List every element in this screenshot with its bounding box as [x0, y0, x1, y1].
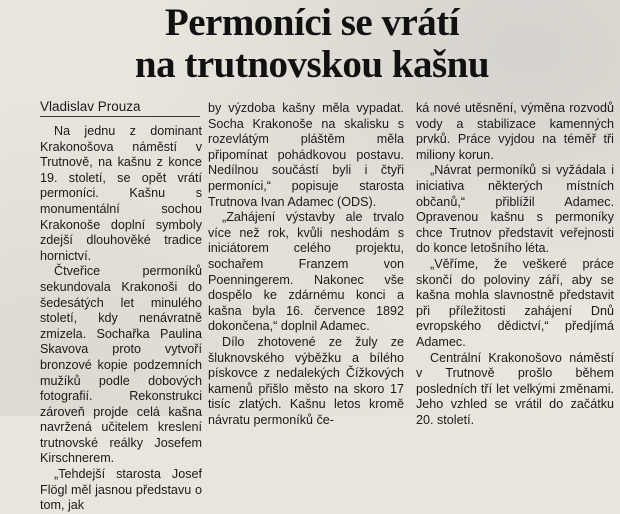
- paragraph: „Návrat permoníků si vyžádala i iniciativa některých místních občanů,“ přiblížil Adamec. Opravenou kašnu s permoníky chce Trutnov představit veřejnosti do konce letošního léta.: [416, 163, 614, 256]
- paragraph: Centrální Krakonošovo náměstí v Trutnově prošlo během posledních tří let velkými změnami. Jeho vzhled se vrátil do začátku 20. století.: [416, 350, 614, 427]
- byline: Vladislav Prouza: [40, 99, 200, 117]
- headline-line-2: na trutnovskou kašnu: [134, 43, 490, 86]
- paragraph: ká nové utěsnění, výměna rozvodů vody a stabilizace kamenných prvků. Práce vyjdou na téměř tři miliony korun.: [416, 101, 614, 162]
- headline-line-1: Permoníci se vrátí: [164, 1, 460, 44]
- paragraph: „Tehdejší starosta Josef Flögl měl jasnou představu o tom, jak: [40, 467, 202, 513]
- paragraph: Dílo zhotovené ze žuly ze šluknovského výběžku a bílého pískovce z nedalekých Čížkových kamenů přišlo město na skoro 17 tisíc zlatých. Kašnu letos kromě návratu permoníků če-: [208, 334, 404, 427]
- article-column-3: [416, 101, 614, 427]
- paragraph: Na jednu z dominant Krakonošova náměstí v Trutnově, na kašnu z konce 19. století, se opět vrátí permoníci. Kašnu s monumentální sochou Krakonoše doplní symboly zdejší dlouhověké tradice hornictví.: [40, 124, 202, 263]
- paragraph: Čtveřice permoníků sekundovala Krakonoši do šedesátých let minulého století, kdy nenávratně zmizela. Sochařka Paulina Skavova proto vytvoří bronzové kopie podzemních mužíků podle dobových fotografií. Rekonstrukci zároveň projde celá kašna navržená učitelem kreslení trutnovské reálky Josefem Kirschnerem.: [40, 264, 202, 466]
- paragraph: „Zahájení výstavby ale trvalo více než rok, kvůli neshodám s iniciátorem celého projektu, sochařem Franzem von Poenningerem. Nakonec vše dospělo ke zdárnému konci a kašna byla 16. července 1892 dokončena,“ doplnil Adamec.: [208, 210, 404, 334]
- article-headline: [72, 2, 552, 86]
- paragraph: „Věříme, že veškeré práce skončí do poloviny září, aby se kašna mohla slavnostně představit při příležitosti zahájení Dnů evropského dědictví,“ předjímá Adamec.: [416, 256, 614, 349]
- paragraph: by výzdoba kašny měla vypadat. Socha Krakonoše na skalisku s rozevlátým pláštěm měla připomínat pohádkovou postavu. Nedílnou součástí byli i čtyři permoníci,“ popisuje starosta Trutnova Ivan Adamec (ODS).: [208, 101, 404, 209]
- article-column-1: [40, 124, 202, 513]
- article-column-2: [208, 101, 404, 427]
